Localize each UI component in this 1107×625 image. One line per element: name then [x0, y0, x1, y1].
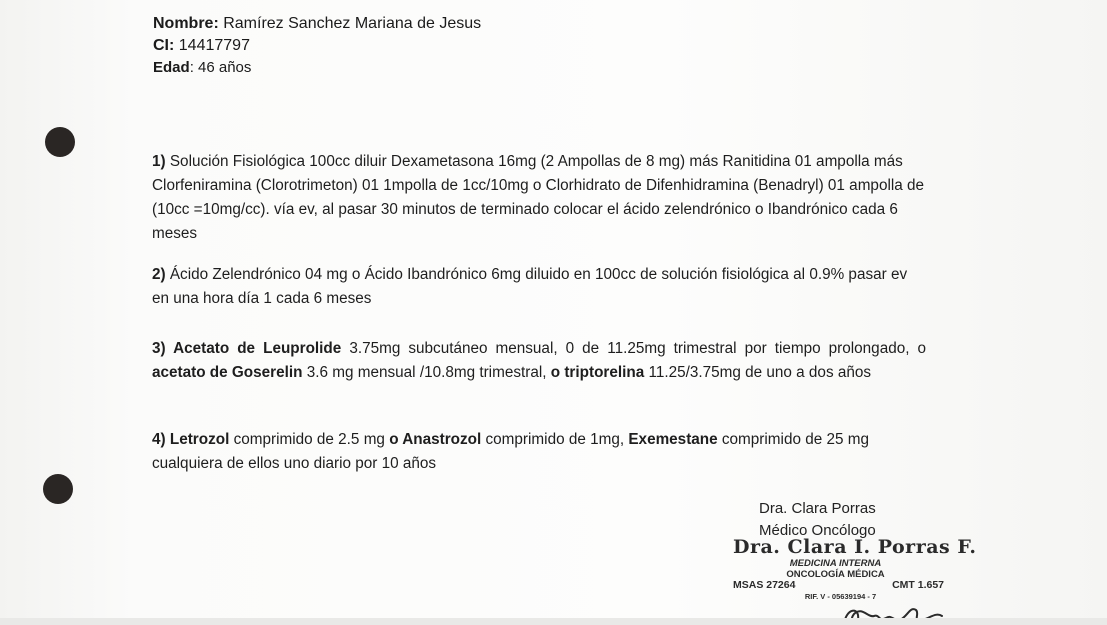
item-text: Ácido Zelendrónico 04 mg o Ácido Ibandrónico 6mg diluido en 100cc de solución fisiológica al 0.9% pasar ev en una hora día 1 cada 6 meses — [152, 266, 908, 307]
drug-name: o Anastrozol — [384, 431, 482, 448]
item-text: comprimido de 25 mg cualquiera de ellos uno diario por 10 años — [152, 431, 869, 472]
name-label: Nombre: — [153, 15, 219, 32]
prescription-item-4 — [152, 428, 926, 476]
item-text: Solución Fisiológica 100cc diluir Dexametasona 16mg (2 Ampollas de 8 mg) más Ranitidina 01 ampolla más Clorfeniramina (Clorotrimeton) 01 1mpolla de 1cc/10mg o Clorhidrato de Difenhidramina (Benadryl) 01 ampolla de (10cc =10mg/cc). vía ev, al pasar 30 minutos de terminado colocar el ácido zelendrónico o Ibandrónico cada 6 meses — [152, 153, 925, 242]
item-text: 3.75mg subcutáneo mensual, 0 de 11.25mg trimestral por tiempo prolongado, o — [341, 340, 927, 357]
prescription-item-1 — [152, 150, 926, 246]
drug-name: o triptorelina — [546, 364, 645, 381]
item-text: 3.6 mg mensual /10.8mg trimestral, — [302, 364, 547, 381]
stamp-rif: RIF. V - 05639194 - 7 — [804, 592, 877, 601]
drug-name: Acetato de Leuprolide — [165, 340, 342, 357]
item-text: comprimido de 1mg, — [481, 431, 625, 448]
doctor-stamp — [733, 536, 977, 602]
punch-hole-top — [45, 127, 75, 157]
patient-age-row — [153, 57, 481, 79]
ci-label: CI: — [153, 37, 175, 54]
item-text: 11.25/3.75mg de uno a dos años — [644, 364, 872, 381]
stamp-cmt: CMT 1.657 — [892, 579, 944, 591]
item-number: 2) — [152, 266, 166, 283]
stamp-name: Dra. Clara I. Porras F. — [733, 536, 977, 558]
patient-info — [153, 13, 481, 79]
drug-name: Letrozol — [165, 431, 230, 448]
item-text: comprimido de 2.5 mg — [229, 431, 385, 448]
patient-name-row — [153, 13, 481, 35]
patient-age: : 46 años — [189, 59, 252, 76]
prescription-item-2 — [152, 263, 926, 311]
drug-name: Exemestane — [624, 431, 718, 448]
stamp-specialty-2: ONCOLOGÍA MÉDICA — [786, 569, 885, 580]
patient-ci: 14417797 — [174, 37, 250, 54]
patient-name: Ramírez Sanchez Mariana de Jesus — [218, 15, 482, 32]
patient-ci-row — [153, 35, 481, 57]
stamp-msas: MSAS 27264 — [733, 579, 796, 591]
item-number: 1) — [152, 153, 166, 170]
page-bottom-edge — [0, 618, 1107, 625]
item-number: 3) — [152, 340, 166, 357]
prescription-item-3 — [152, 337, 926, 385]
doctor-title: Médico Oncólogo — [759, 522, 876, 539]
punch-hole-bottom — [43, 474, 73, 504]
stamp-registration — [733, 580, 958, 591]
drug-name: acetato de Goserelin — [152, 364, 303, 381]
stamp-specialty-1: MEDICINA INTERNA — [789, 558, 882, 569]
item-number: 4) — [152, 431, 166, 448]
doctor-name: Dra. Clara Porras — [759, 500, 876, 517]
age-label: Edad — [153, 59, 190, 76]
